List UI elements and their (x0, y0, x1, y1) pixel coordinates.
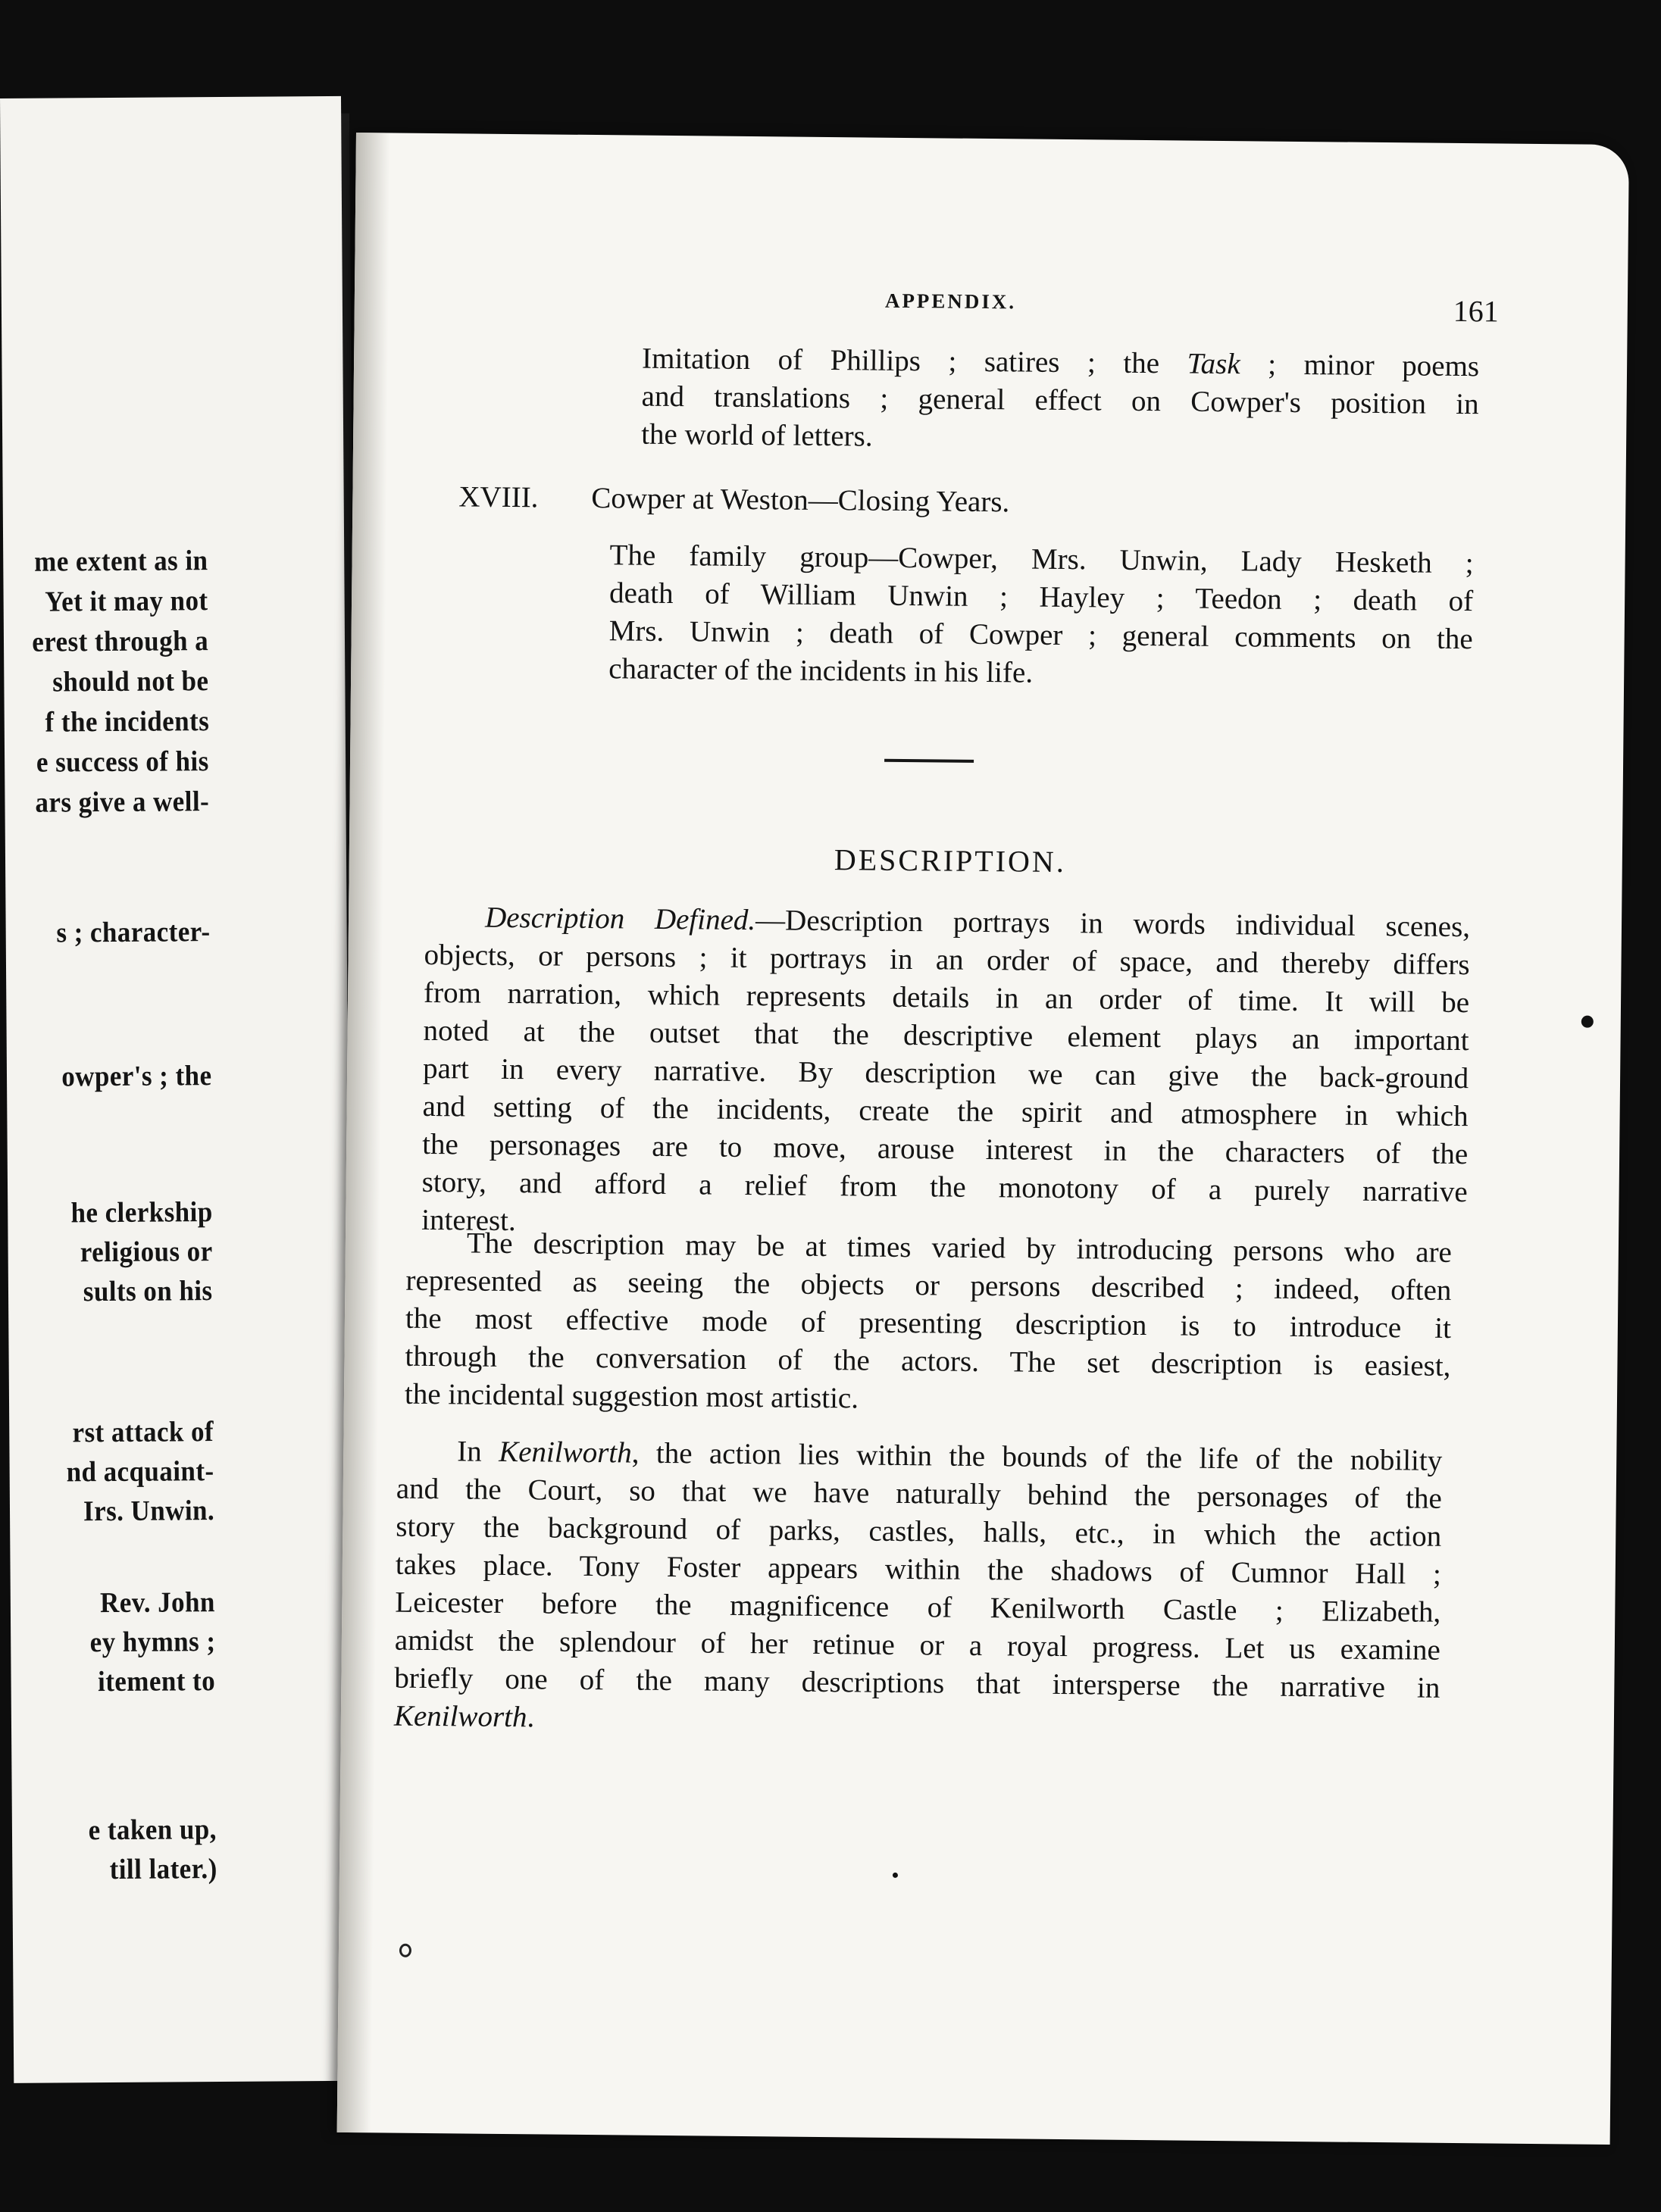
text-line: character of the incidents in his life. (608, 652, 1034, 689)
left-page-line: he clerkship (70, 1196, 213, 1229)
text-line: through the conversation of the actors. The set description is easiest, (405, 1339, 1451, 1382)
text-line: the most effective mode of presenting description is to introduce it (405, 1301, 1452, 1345)
section-heading (458, 478, 1444, 525)
text-line: and translations ; general effect on Cowper's position in (641, 380, 1479, 421)
text-line: represented as seeing the objects or persons described ; indeed, often (405, 1264, 1452, 1307)
left-page-line: e taken up, (88, 1814, 217, 1847)
ink-speck (1581, 1016, 1594, 1028)
ink-speck (893, 1873, 898, 1878)
text-line: amidst the splendour of her retinue or a royal progress. Let us examine (394, 1623, 1441, 1667)
text-line: noted at the outset that the descriptive element plays an important (423, 1014, 1469, 1058)
text-line: the incidental suggestion most artistic. (404, 1377, 859, 1415)
section-title: Cowper at Weston—Closing Years. (591, 482, 1010, 519)
left-page-line: Yet it may not (45, 585, 208, 618)
ink-speck (399, 1944, 411, 1957)
text-line: The description may be at times varied by introducing persons who are (466, 1226, 1453, 1269)
left-page-line: owper's ; the (61, 1060, 212, 1093)
text-line: The family group—Cowper, Mrs. Unwin, Lady Hesketh ; (609, 539, 1474, 580)
text-line: objects, or persons ; it portrays in an order of space, and thereby differs (424, 938, 1470, 982)
left-page-line: sults on his (83, 1275, 214, 1308)
section-number: XVIII. (458, 480, 539, 514)
text-line: the world of letters. (640, 417, 873, 453)
left-page (0, 96, 355, 2083)
text-line: and the Court, so that we have naturally behind the personages of the (396, 1472, 1442, 1515)
text-line: story the background of parks, castles, halls, etc., in which the action (396, 1510, 1442, 1553)
left-page-line: nd acquaint- (66, 1455, 214, 1489)
text-line: In Kenilworth, the action lies within the bounds of the life of the nobility (457, 1435, 1443, 1477)
paragraph-description-defined (421, 898, 1470, 1249)
left-page-line: Irs. Unwin. (83, 1495, 215, 1528)
title-kenilworth: Kenilworth (393, 1699, 527, 1734)
text-line: Imitation of Phillips ; satires ; the Task ; minor poems (641, 342, 1480, 383)
left-page-line: s ; character- (56, 916, 211, 949)
text-line: from narration, which represents details in an order of time. It will be (423, 976, 1470, 1020)
left-page-line: f the incidents (44, 705, 209, 739)
title-task: Task (1187, 347, 1240, 381)
paragraph-kenilworth (394, 1432, 1443, 1745)
text-line: takes place. Tony Foster appears within the shadows of Cumnor Hall ; (395, 1548, 1442, 1591)
right-page (337, 133, 1629, 2145)
text-line: interest. (421, 1203, 516, 1238)
left-page-line: ey hymns ; (89, 1626, 216, 1659)
title-kenilworth: Kenilworth (499, 1435, 632, 1470)
left-page-line: erest through a (32, 625, 209, 658)
text-line: Leicester before the magnificence of Kenilworth Castle ; Elizabeth, (395, 1586, 1441, 1629)
text-line: death of William Unwin ; Hayley ; Teedon ; death of (608, 576, 1474, 618)
left-page-line: till later.) (109, 1853, 217, 1886)
left-page-line: me extent as in (33, 545, 208, 578)
text-line: Kenilworth. (393, 1699, 535, 1734)
running-head: APPENDIX. (884, 289, 1017, 314)
left-page-line: rst attack of (72, 1416, 214, 1449)
text-line: Mrs. Unwin ; death of Cowper ; general comments on the (608, 614, 1473, 656)
appendix-continuation (641, 340, 1479, 462)
text-line: part in every narrative. By description we can give the back-ground (422, 1051, 1469, 1095)
paragraph-varied-description (405, 1224, 1452, 1423)
text-line: and setting of the incidents, create the spirit and atmosphere in which (422, 1089, 1469, 1133)
chapter-heading: DESCRIPTION. (834, 842, 1067, 879)
left-page-line: ars give a well- (35, 786, 210, 819)
left-page-line: itement to (98, 1665, 216, 1698)
left-page-line: should not be (52, 665, 209, 698)
page-number: 161 (1453, 293, 1500, 329)
left-page-line: religious or (80, 1236, 213, 1269)
section-summary (608, 536, 1474, 696)
text-line: Description Defined.—Description portrays in words individual scenes, (484, 901, 1471, 944)
left-page-line: Rev. John (99, 1586, 216, 1620)
run-in-heading: Description Defined. (484, 901, 756, 937)
text-line: story, and afford a relief from the monotony of a purely narrative (421, 1165, 1468, 1209)
divider-rule (884, 759, 974, 763)
text-line: the personages are to move, arouse interest in the characters of the (421, 1127, 1469, 1171)
text-line: briefly one of the many descriptions that intersperse the narrative in (394, 1661, 1440, 1704)
left-page-line: e success of his (36, 745, 210, 779)
